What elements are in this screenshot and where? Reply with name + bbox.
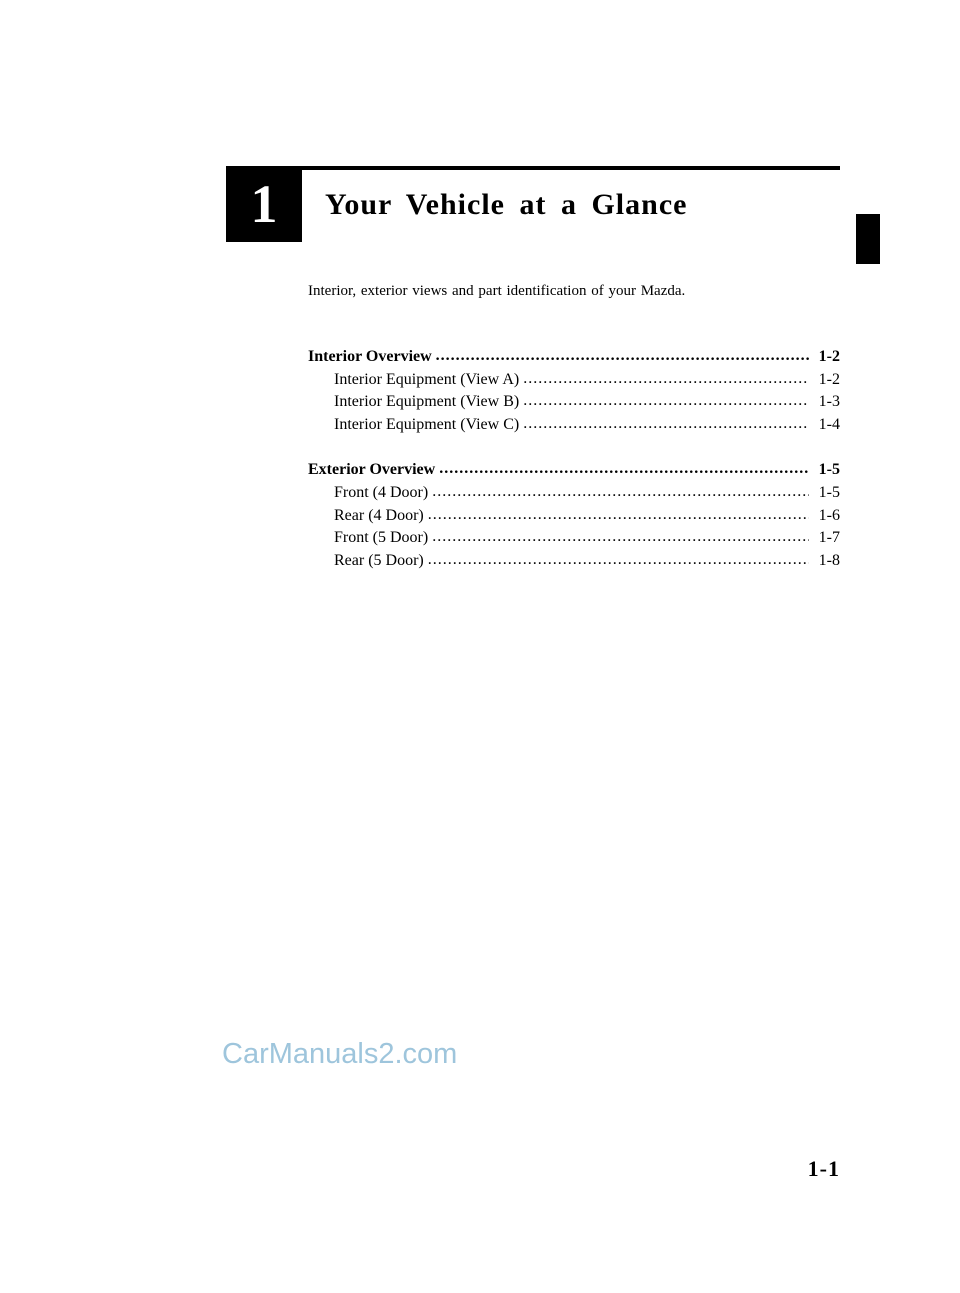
toc-entry-page: 1-5 xyxy=(818,483,840,501)
toc-entry-label: Interior Equipment (View B) xyxy=(334,393,520,411)
toc-entry-page: 1-6 xyxy=(818,506,840,524)
table-of-contents xyxy=(308,346,840,572)
toc-entry-label: Front (5 Door) xyxy=(334,529,429,547)
toc-heading[interactable] xyxy=(308,459,840,482)
chapter-thumb-tab xyxy=(856,214,880,264)
toc-entry-label: Front (4 Door) xyxy=(334,483,429,501)
toc-section-interior xyxy=(308,346,840,436)
chapter-subtitle: Interior, exterior views and part identification of your Mazda. xyxy=(308,283,686,299)
chapter-number-box xyxy=(226,166,302,242)
toc-entry[interactable] xyxy=(308,505,840,528)
toc-entry-label: Rear (5 Door) xyxy=(334,551,424,569)
toc-heading-page: 1-5 xyxy=(818,461,840,479)
toc-entry-page: 1-4 xyxy=(818,415,840,433)
toc-leader-dots xyxy=(432,481,808,504)
toc-entry-label: Interior Equipment (View C) xyxy=(334,415,520,433)
chapter-number: 1 xyxy=(250,174,278,234)
page-number: 1-1 xyxy=(807,1156,840,1181)
toc-entry[interactable] xyxy=(308,391,840,414)
toc-leader-dots xyxy=(523,413,808,436)
toc-leader-dots xyxy=(523,368,808,391)
toc-leader-dots xyxy=(523,390,808,413)
toc-heading[interactable] xyxy=(308,346,840,369)
toc-entry-page: 1-2 xyxy=(818,370,840,388)
toc-heading-label: Exterior Overview xyxy=(308,461,436,479)
toc-entry-label: Rear (4 Door) xyxy=(334,506,424,524)
toc-entry-page: 1-3 xyxy=(818,393,840,411)
toc-leader-dots xyxy=(428,549,809,572)
toc-section-exterior xyxy=(308,459,840,572)
toc-entry[interactable] xyxy=(308,369,840,392)
toc-entry[interactable] xyxy=(308,414,840,437)
chapter-title: Your Vehicle at a Glance xyxy=(325,188,688,221)
toc-entry-page: 1-8 xyxy=(818,551,840,569)
toc-entry[interactable] xyxy=(308,550,840,573)
toc-entry-page: 1-7 xyxy=(818,529,840,547)
toc-entry-label: Interior Equipment (View A) xyxy=(334,370,520,388)
toc-leader-dots xyxy=(439,458,808,481)
toc-entry[interactable] xyxy=(308,527,840,550)
toc-leader-dots xyxy=(428,504,809,527)
toc-entry[interactable] xyxy=(308,482,840,505)
toc-heading-label: Interior Overview xyxy=(308,348,432,365)
watermark-link[interactable]: CarManuals2.com xyxy=(222,1038,458,1070)
toc-leader-dots xyxy=(432,526,808,549)
toc-leader-dots xyxy=(436,345,809,368)
toc-heading-page: 1-2 xyxy=(818,348,840,365)
chapter-header-rule xyxy=(226,166,840,170)
